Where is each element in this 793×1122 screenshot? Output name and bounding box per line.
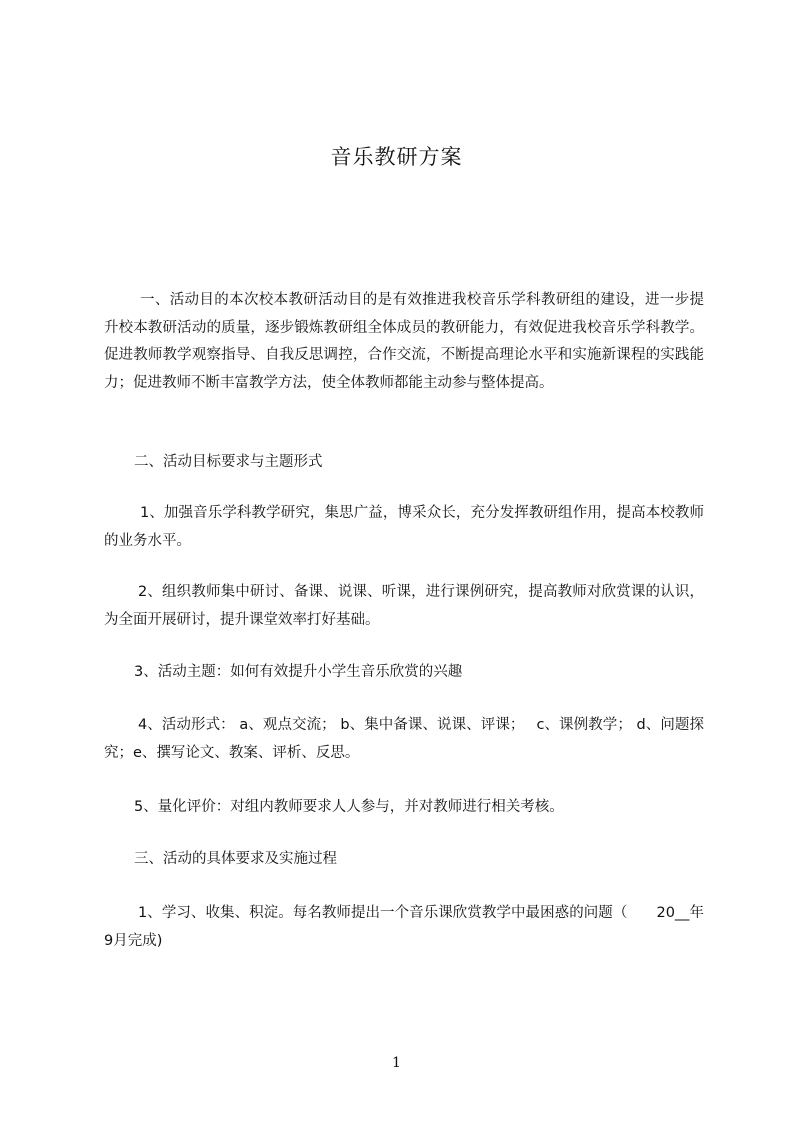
paragraph-item-1: 1、加强音乐学科教学研究，集思广益，博采众长，充分发挥教研组作用，提高本校教师的业务水平。 bbox=[104, 505, 704, 549]
paragraph-item-5: 5、量化评价：对组内教师要求人人参与，并对教师进行相关考核。 bbox=[134, 799, 564, 815]
paragraph-purpose: 一、活动目的本次校本教研活动目的是有效推进我校音乐学科教研组的建设，进一步提升校本教研活动的质量，逐步锻炼教研组全体成员的教研能力，有效促进我校音乐学科教学。促进教师教学观察指导、自我反思调控，合作交流，不断提高理论水平和实施新课程的实践能力；促进教师不断丰富教学方法，使全体教师都能主动参与整体提高。 bbox=[104, 292, 704, 391]
page-number: 1 bbox=[392, 1055, 401, 1071]
document-title: 音乐教研方案 bbox=[330, 145, 463, 169]
paragraph-item-4: 4、活动形式： a、观点交流； b、集中备课、说课、评课； c、课例教学； d、问题探究；e、撰写论文、教案、评析、反思。 bbox=[104, 717, 704, 761]
heading-section-2: 二、活动目标要求与主题形式 bbox=[134, 454, 323, 470]
paragraph-item-3: 3、活动主题：如何有效提升小学生音乐欣赏的兴趣 bbox=[134, 664, 463, 680]
heading-section-3: 三、活动的具体要求及实施过程 bbox=[134, 851, 337, 867]
paragraph-section-3-item-1: 1、学习、收集、积淀。每名教师提出一个音乐课欣赏教学中最困惑的问题（ 20__年9月完成) bbox=[104, 905, 704, 949]
paragraph-item-2: 2、组织教师集中研讨、备课、说课、听课，进行课例研究，提高教师对欣赏课的认识，为全面开展研讨，提升课堂效率打好基础。 bbox=[104, 584, 704, 628]
